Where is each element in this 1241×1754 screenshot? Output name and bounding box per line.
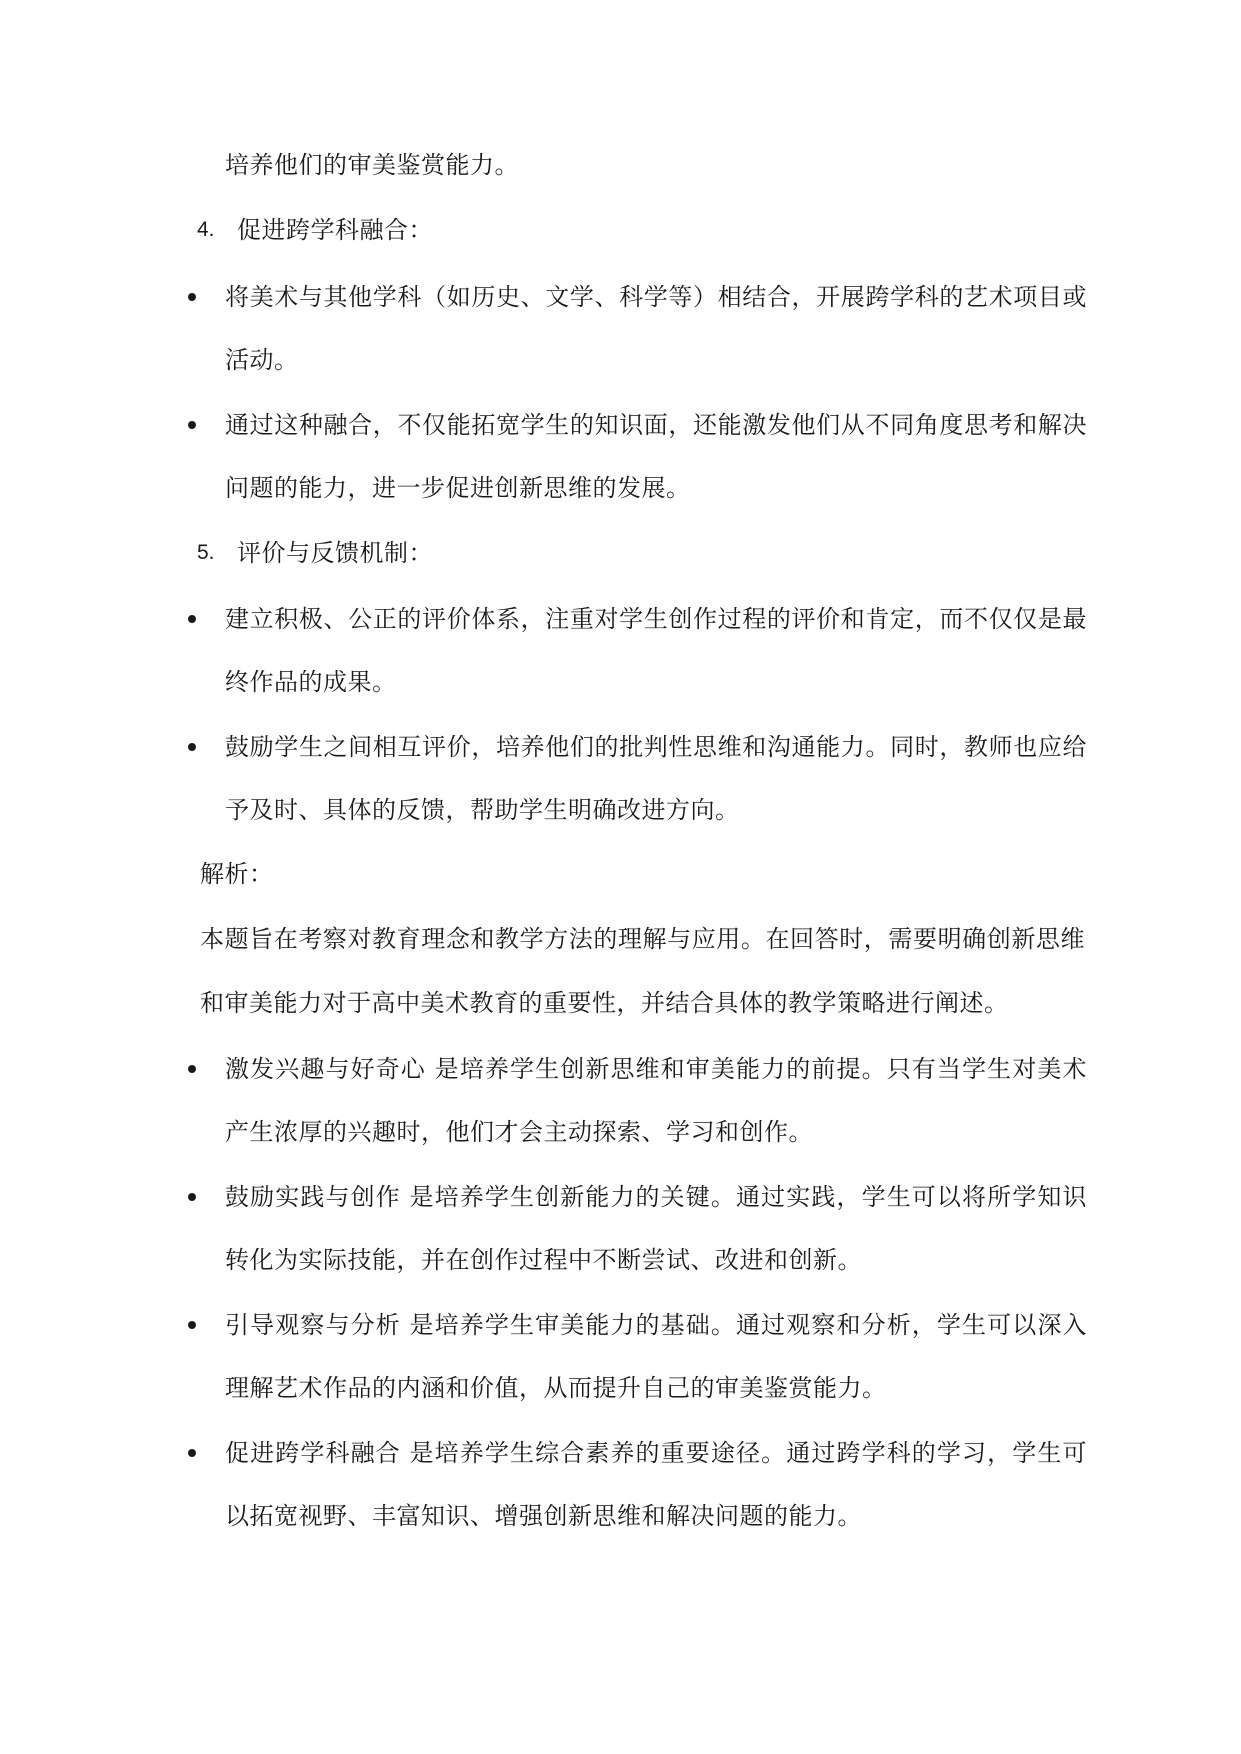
bullet-icon [188,293,196,301]
list-item-line: 鼓励学生之间相互评价，培养他们的批判性思维和沟通能力。同时，教师也应给 [225,733,1087,761]
section-4-number: 4. [197,218,215,241]
list-item-line: 产生浓厚的兴趣时，他们才会主动探索、学习和创作。 [225,1118,813,1146]
list-item-line: 引导观察与分析 是培养学生审美能力的基础。通过观察和分析，学生可以深入 [225,1311,1087,1339]
list-item-line: 予及时、具体的反馈，帮助学生明确改进方向。 [225,796,740,824]
list-item-line: 活动。 [225,346,299,374]
list-item-line: 通过这种融合，不仅能拓宽学生的知识面，还能激发他们从不同角度思考和解决 [225,411,1087,439]
list-item-line: 理解艺术作品的内涵和价值，从而提升自己的审美鉴赏能力。 [225,1374,887,1402]
section-5-heading: 评价与反馈机制： [237,539,433,567]
section-4-heading: 促进跨学科融合： [237,216,433,244]
bullet-icon [188,1193,196,1201]
section-5-number: 5. [197,541,215,564]
list-item-line: 问题的能力，进一步促进创新思维的发展。 [225,474,691,502]
bullet-icon [188,1321,196,1329]
continuation-text: 培养他们的审美鉴赏能力。 [225,151,519,179]
bullet-icon [188,1449,196,1457]
list-item-line: 终作品的成果。 [225,668,397,696]
analysis-intro-line: 和审美能力对于高中美术教育的重要性，并结合具体的教学策略进行阐述。 [200,989,1009,1017]
analysis-intro-line: 本题旨在考察对教育理念和教学方法的理解与应用。在回答时，需要明确创新思维 [200,925,1085,953]
list-item-line: 鼓励实践与创作 是培养学生创新能力的关键。通过实践，学生可以将所学知识 [225,1183,1087,1211]
list-item-line: 建立积极、公正的评价体系，注重对学生创作过程的评价和肯定，而不仅仅是最 [225,605,1087,633]
list-item-line: 激发兴趣与好奇心 是培养学生创新思维和审美能力的前提。只有当学生对美术 [225,1055,1087,1083]
analysis-label: 解析： [200,860,274,888]
list-item-line: 转化为实际技能，并在创作过程中不断尝试、改进和创新。 [225,1246,862,1274]
bullet-icon [188,615,196,623]
list-item-line: 将美术与其他学科（如历史、文学、科学等）相结合，开展跨学科的艺术项目或 [225,283,1087,311]
bullet-icon [188,1065,196,1073]
bullet-icon [188,421,196,429]
bullet-icon [188,743,196,751]
list-item-line: 促进跨学科融合 是培养学生综合素养的重要途径。通过跨学科的学习，学生可 [225,1439,1087,1467]
list-item-line: 以拓宽视野、丰富知识、增强创新思维和解决问题的能力。 [225,1502,862,1530]
